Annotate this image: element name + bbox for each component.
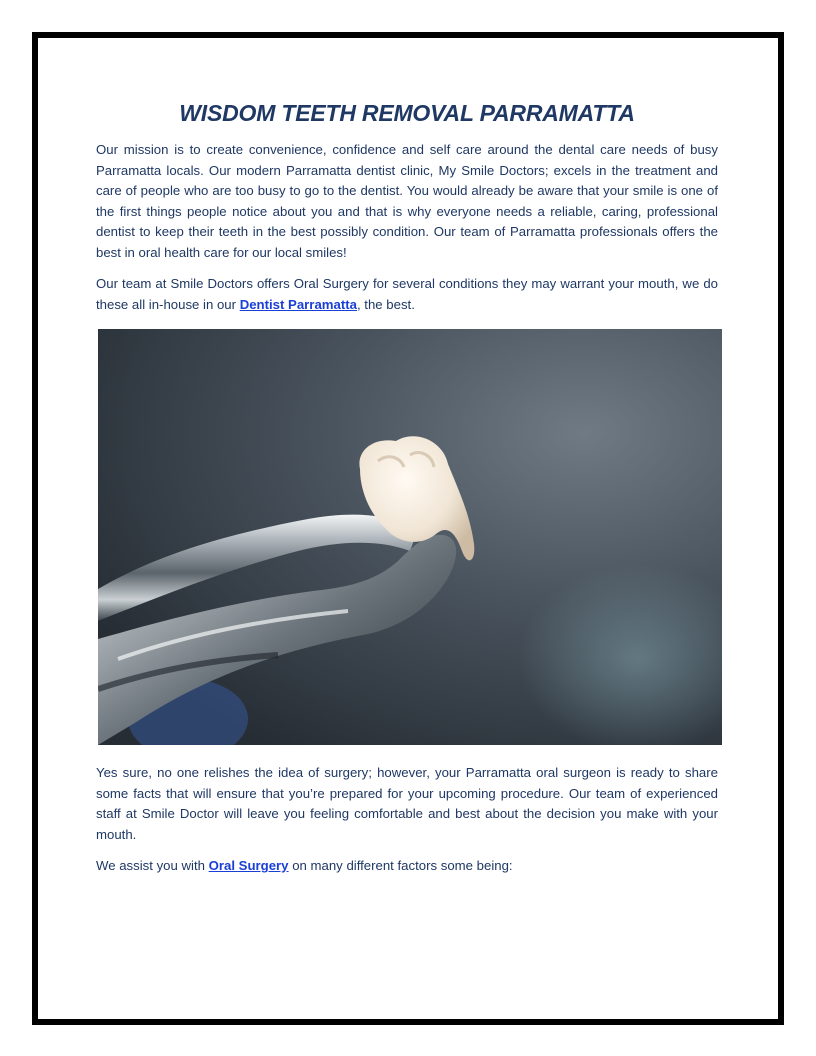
intro-paragraph: Our mission is to create convenience, confidence and self care around the dental care needs of busy Parramatta locals. Our modern Parramatta dentist clinic, My Smile Doctors; excels in the treatment and care of people who are too busy to go to the dentist. You would already be aware that your smile is one of the first things people notice about you and that is why everyone needs a reliable, caring, professional dentist to keep their teeth in the best possibly condition. Our team of Parramatta professionals offers the best in oral health care for our local smiles!	[96, 142, 718, 260]
assist-paragraph	[96, 856, 718, 877]
dentist-parramatta-link[interactable]: Dentist Parramatta	[239, 296, 357, 312]
paragraph-text: We assist you with	[96, 858, 209, 873]
paragraph-text: , the best.	[356, 296, 415, 312]
tooth-extraction-photo	[98, 329, 722, 745]
surgery-facts-paragraph: Yes sure, no one relishes the idea of surgery; however, your Parramatta oral surgeon is ready to share some facts that will ensure that you’re prepared for your upcoming procedure. Our team of experienced staff at Smile Doctor will leave you feeling comfortable and best about the decision you make with your mouth.	[96, 765, 718, 842]
oral-surgery-link[interactable]: Oral Surgery	[208, 858, 289, 873]
paragraph-text: Our team at Smile Doctors offers Oral Surgery for several conditions they may warrant your mouth, we do these all in-house in our	[96, 276, 718, 312]
paragraph-text: on many different factors some being:	[288, 858, 513, 873]
document-body	[96, 96, 718, 888]
oral-surgery-paragraph	[96, 274, 718, 315]
page-title: WISDOM TEETH REMOVAL PARRAMATTA	[179, 100, 635, 126]
